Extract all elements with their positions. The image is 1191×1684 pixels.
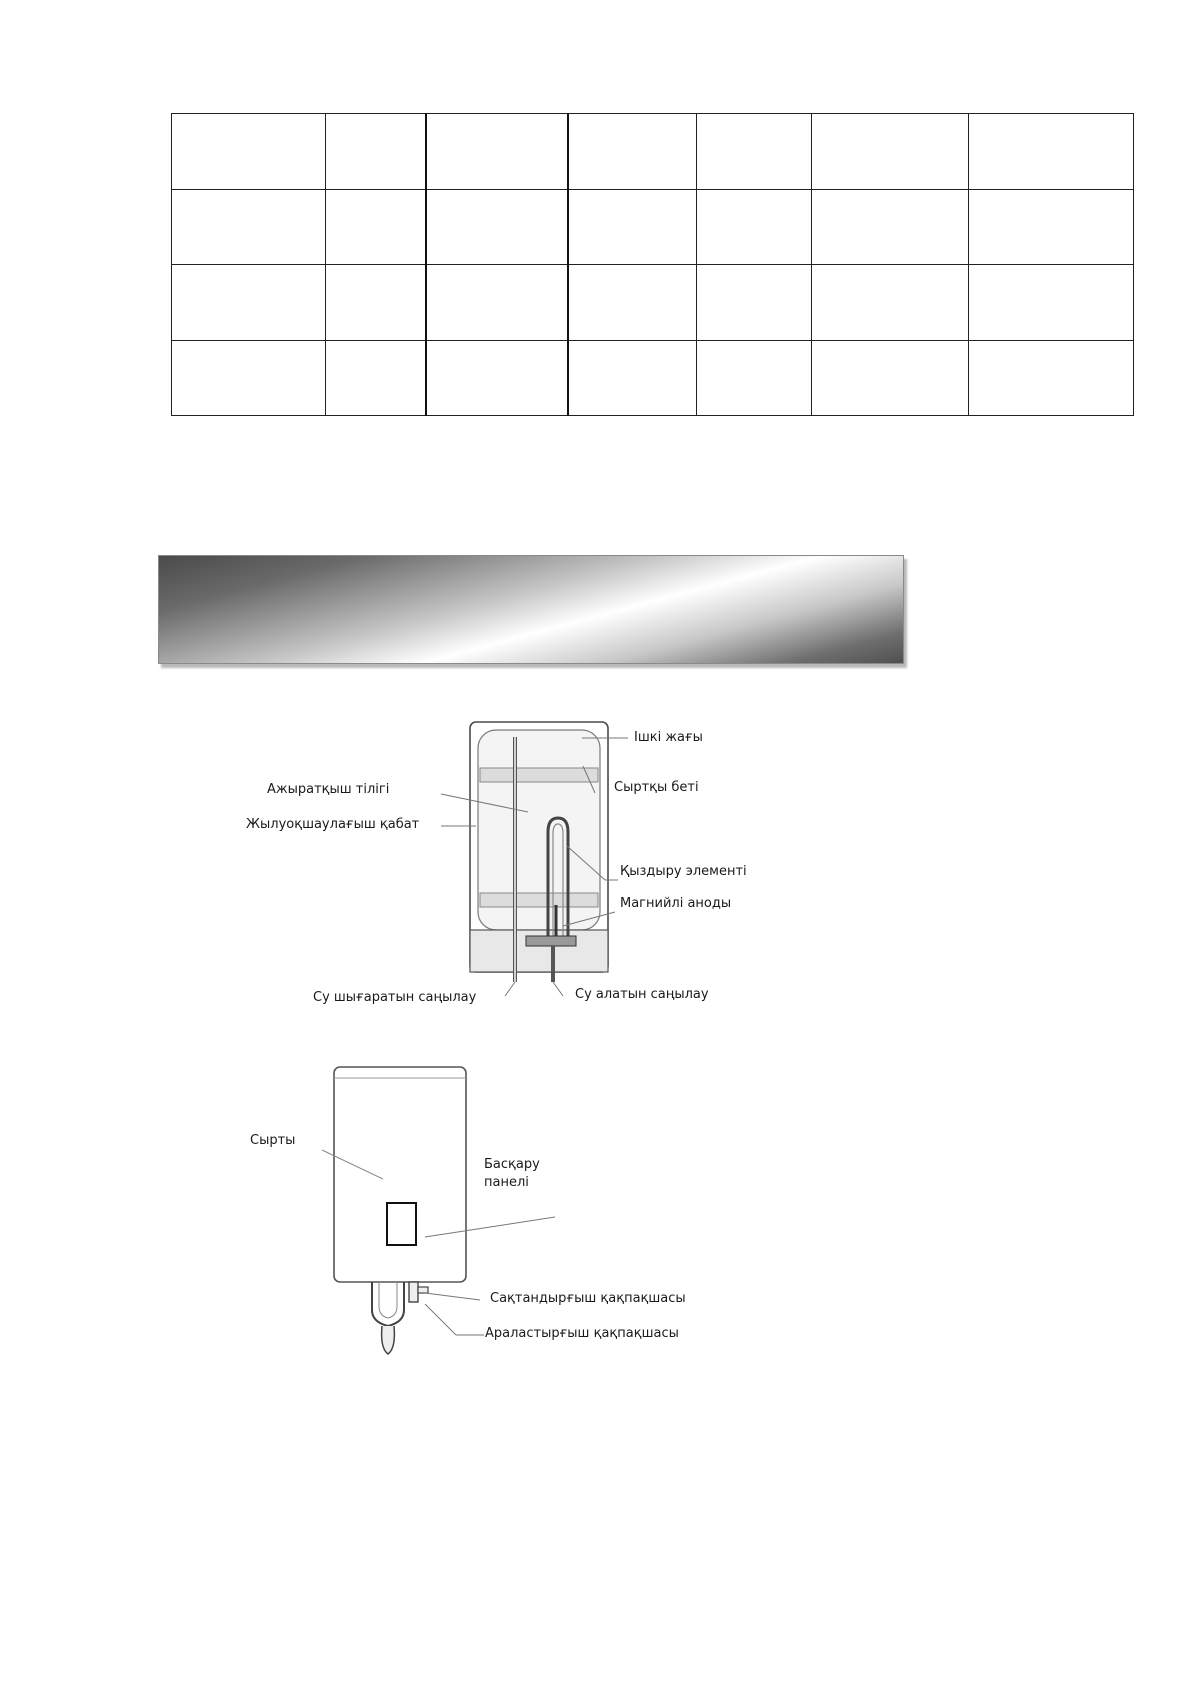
magnesium-anode-label: Магнийлі аноды bbox=[620, 896, 732, 911]
control-panel-label-line2: панелі bbox=[484, 1175, 529, 1190]
outlet-pipe-label: Су шығаратын саңылау bbox=[313, 990, 477, 1005]
mixing-valve bbox=[372, 1282, 404, 1326]
breaker-tongue-label: Ажыратқыш тілігі bbox=[267, 782, 390, 797]
control-panel-label-line1: Басқару bbox=[484, 1157, 540, 1172]
inlet-pipe-label: Су алатын саңылау bbox=[575, 987, 709, 1002]
safety-valve-label: Сақтандырғыш қақпақшасы bbox=[490, 1291, 686, 1306]
mixing-valve-label: Араластырғыш қақпақшасы bbox=[485, 1326, 679, 1341]
outer-surface-label: Сыртқы беті bbox=[614, 780, 699, 795]
inner-tank-label: Ішкі жағы bbox=[634, 730, 703, 745]
exterior-label: Сырты bbox=[250, 1133, 296, 1148]
control-panel bbox=[387, 1203, 416, 1245]
safety-valve bbox=[409, 1282, 418, 1302]
insulation-layer-label: Жылуоқшаулағыш қабат bbox=[246, 817, 420, 832]
heater-body bbox=[334, 1067, 466, 1282]
heating-element-label: Қыздыру элементі bbox=[620, 864, 747, 879]
